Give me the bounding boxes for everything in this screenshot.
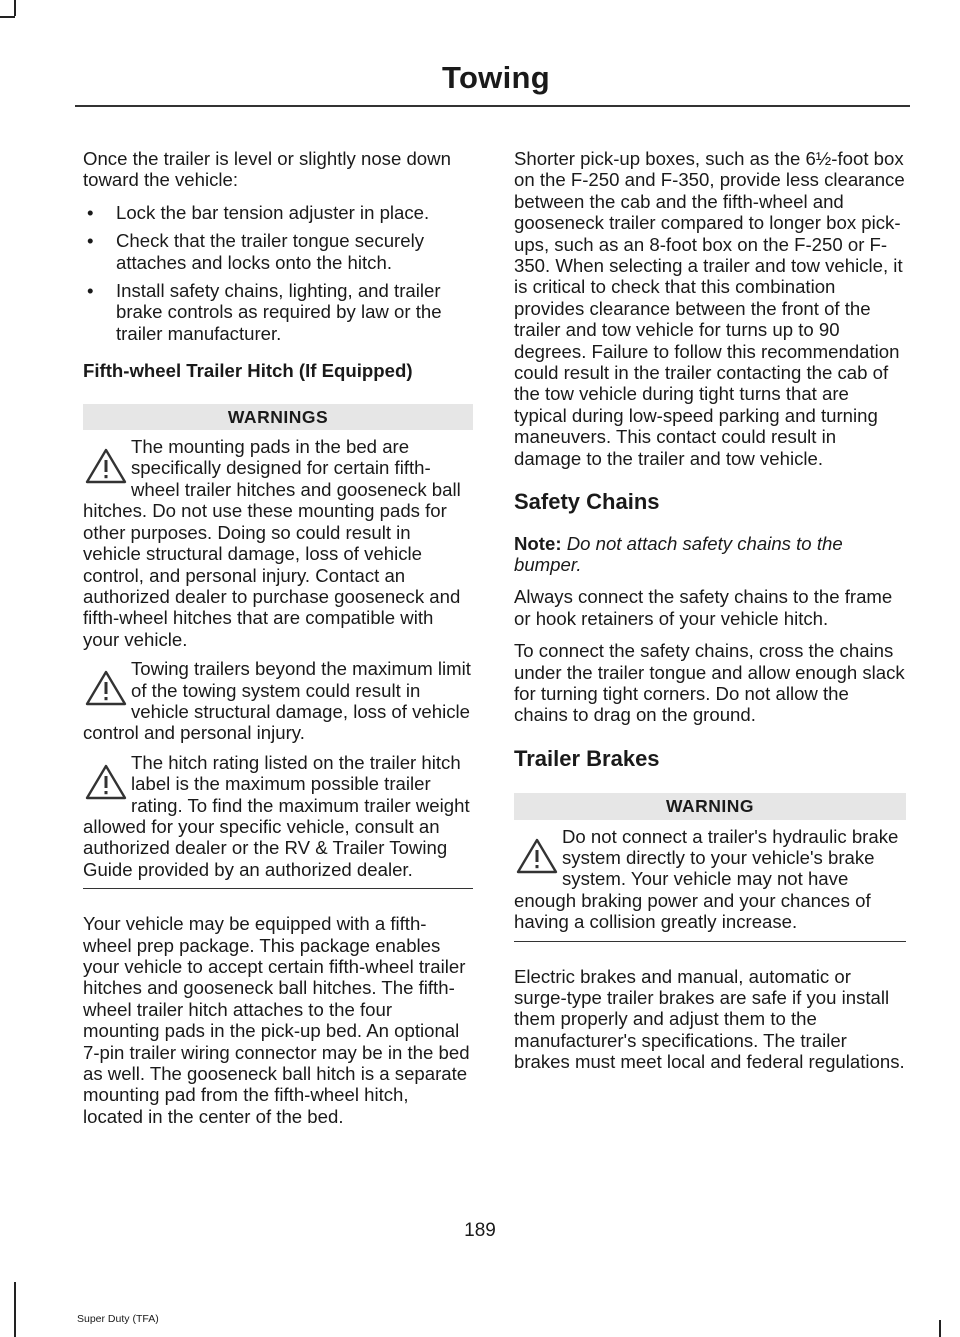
- crop-mark: [939, 1320, 941, 1337]
- list-item: • Check that the trailer tongue securely attaches and locks onto the hitch.: [83, 230, 473, 273]
- warning-triangle-icon: [514, 826, 560, 884]
- note-paragraph: [514, 533, 906, 576]
- crop-mark: [0, 16, 15, 18]
- warning-text: The hitch rating listed on the trailer hitch label is the maximum possible trailer rating. To find the maximum trailer weight allowed for your specific vehicle, consult an authorized dealer or the RV & Trailer Towing Guide provided by an authorized dealer.: [83, 751, 470, 880]
- body-paragraph: To connect the safety chains, cross the chains under the trailer tongue and allow enough slack for turning tight corners. Do not allow the chains to drag on the ground.: [514, 640, 905, 726]
- warning-text: Do not connect a trailer's hydraulic brake system directly to your vehicle's brake system. Your vehicle may not have enough braking power and your chances of having a collision greatly increase.: [514, 825, 899, 933]
- warning-triangle-icon: [83, 658, 129, 716]
- body-paragraph: Your vehicle may be equipped with a fifth-wheel prep package. This package enables your vehicle to accept certain fifth-wheel trailer hitches and gooseneck ball hitches. The fifth-wheel trailer hitch attaches to the four mounting pads in the pick-up bed. An optional 7-pin trailer wiring connector may be in the bed as well. The gooseneck ball hitch is a separate mounting pad from the fifth-wheel hitch, located in the center of the bed.: [83, 913, 470, 1127]
- section-heading-safety-chains: Safety Chains: [514, 489, 660, 515]
- warning-block: [83, 436, 473, 650]
- warning-banner: WARNING: [514, 793, 906, 819]
- warning-triangle-icon: [83, 752, 129, 810]
- warning-triangle-icon: [83, 436, 129, 494]
- page-title: Towing: [442, 60, 550, 95]
- crop-mark: [14, 0, 16, 16]
- list-item: • Lock the bar tension adjuster in place.: [83, 202, 473, 223]
- warning-block: [83, 658, 473, 744]
- warning-text: Towing trailers beyond the maximum limit of the towing system could result in vehicle structural damage, loss of vehicle control and personal injury.: [83, 658, 471, 744]
- note-text: Do not attach safety chains to the bumper.: [514, 532, 843, 575]
- section-heading-fifth-wheel: Fifth-wheel Trailer Hitch (If Equipped): [83, 360, 413, 382]
- list-item: • Install safety chains, lighting, and trailer brake controls as required by law or the trailer manufacturer.: [83, 280, 473, 344]
- page-number: 189: [464, 1220, 496, 1241]
- crop-mark: [14, 1282, 16, 1337]
- warning-block: [514, 826, 906, 942]
- intro-paragraph: Once the trailer is level or slightly nose down toward the vehicle:: [83, 148, 451, 191]
- body-paragraph: Always connect the safety chains to the frame or hook retainers of your vehicle hitch.: [514, 586, 893, 629]
- note-label: Note:: [514, 532, 562, 554]
- warning-block: [83, 752, 473, 889]
- body-paragraph: Shorter pick-up boxes, such as the 6½-foot box on the F-250 and F-350, provide less clearance between the cab and the fifth-wheel and gooseneck trailer compared to longer box pick-ups, such as an 8-foot box on the F-250 or F-350. When selecting a trailer and tow vehicle, it is critical to check that this combination provides clearance between the front of the trailer and tow vehicle for turns up to 90 degrees. Failure to follow this recommendation could result in the trailer contacting the cab of the tow vehicle during tight turns that are typical during low-speed parking and turning maneuvers. This contact could result in damage to the trailer and tow vehicle.: [514, 148, 905, 469]
- body-paragraph: Electric brakes and manual, automatic or surge-type trailer brakes are safe if you install them properly and adjust them to the manufacturer's specifications. The trailer brakes must meet local and federal regulations.: [514, 965, 905, 1073]
- section-heading-trailer-brakes: Trailer Brakes: [514, 745, 660, 771]
- right-column: [514, 148, 906, 1084]
- footer-model: Super Duty (TFA): [77, 1313, 159, 1325]
- bullet-list: [83, 202, 473, 344]
- header-rule: [75, 105, 910, 107]
- warnings-banner: WARNINGS: [83, 404, 473, 430]
- warning-text: The mounting pads in the bed are specifically designed for certain fifth-wheel trailer hitches and gooseneck ball hitches. Do not use these mounting pads for other purposes. Doing so could result in vehicle structural damage, loss of vehicle control, and personal injury. Contact an authorized dealer to purchase gooseneck and fifth-wheel hitches that are compatible with your vehicle.: [83, 436, 461, 650]
- left-column: [83, 148, 473, 1138]
